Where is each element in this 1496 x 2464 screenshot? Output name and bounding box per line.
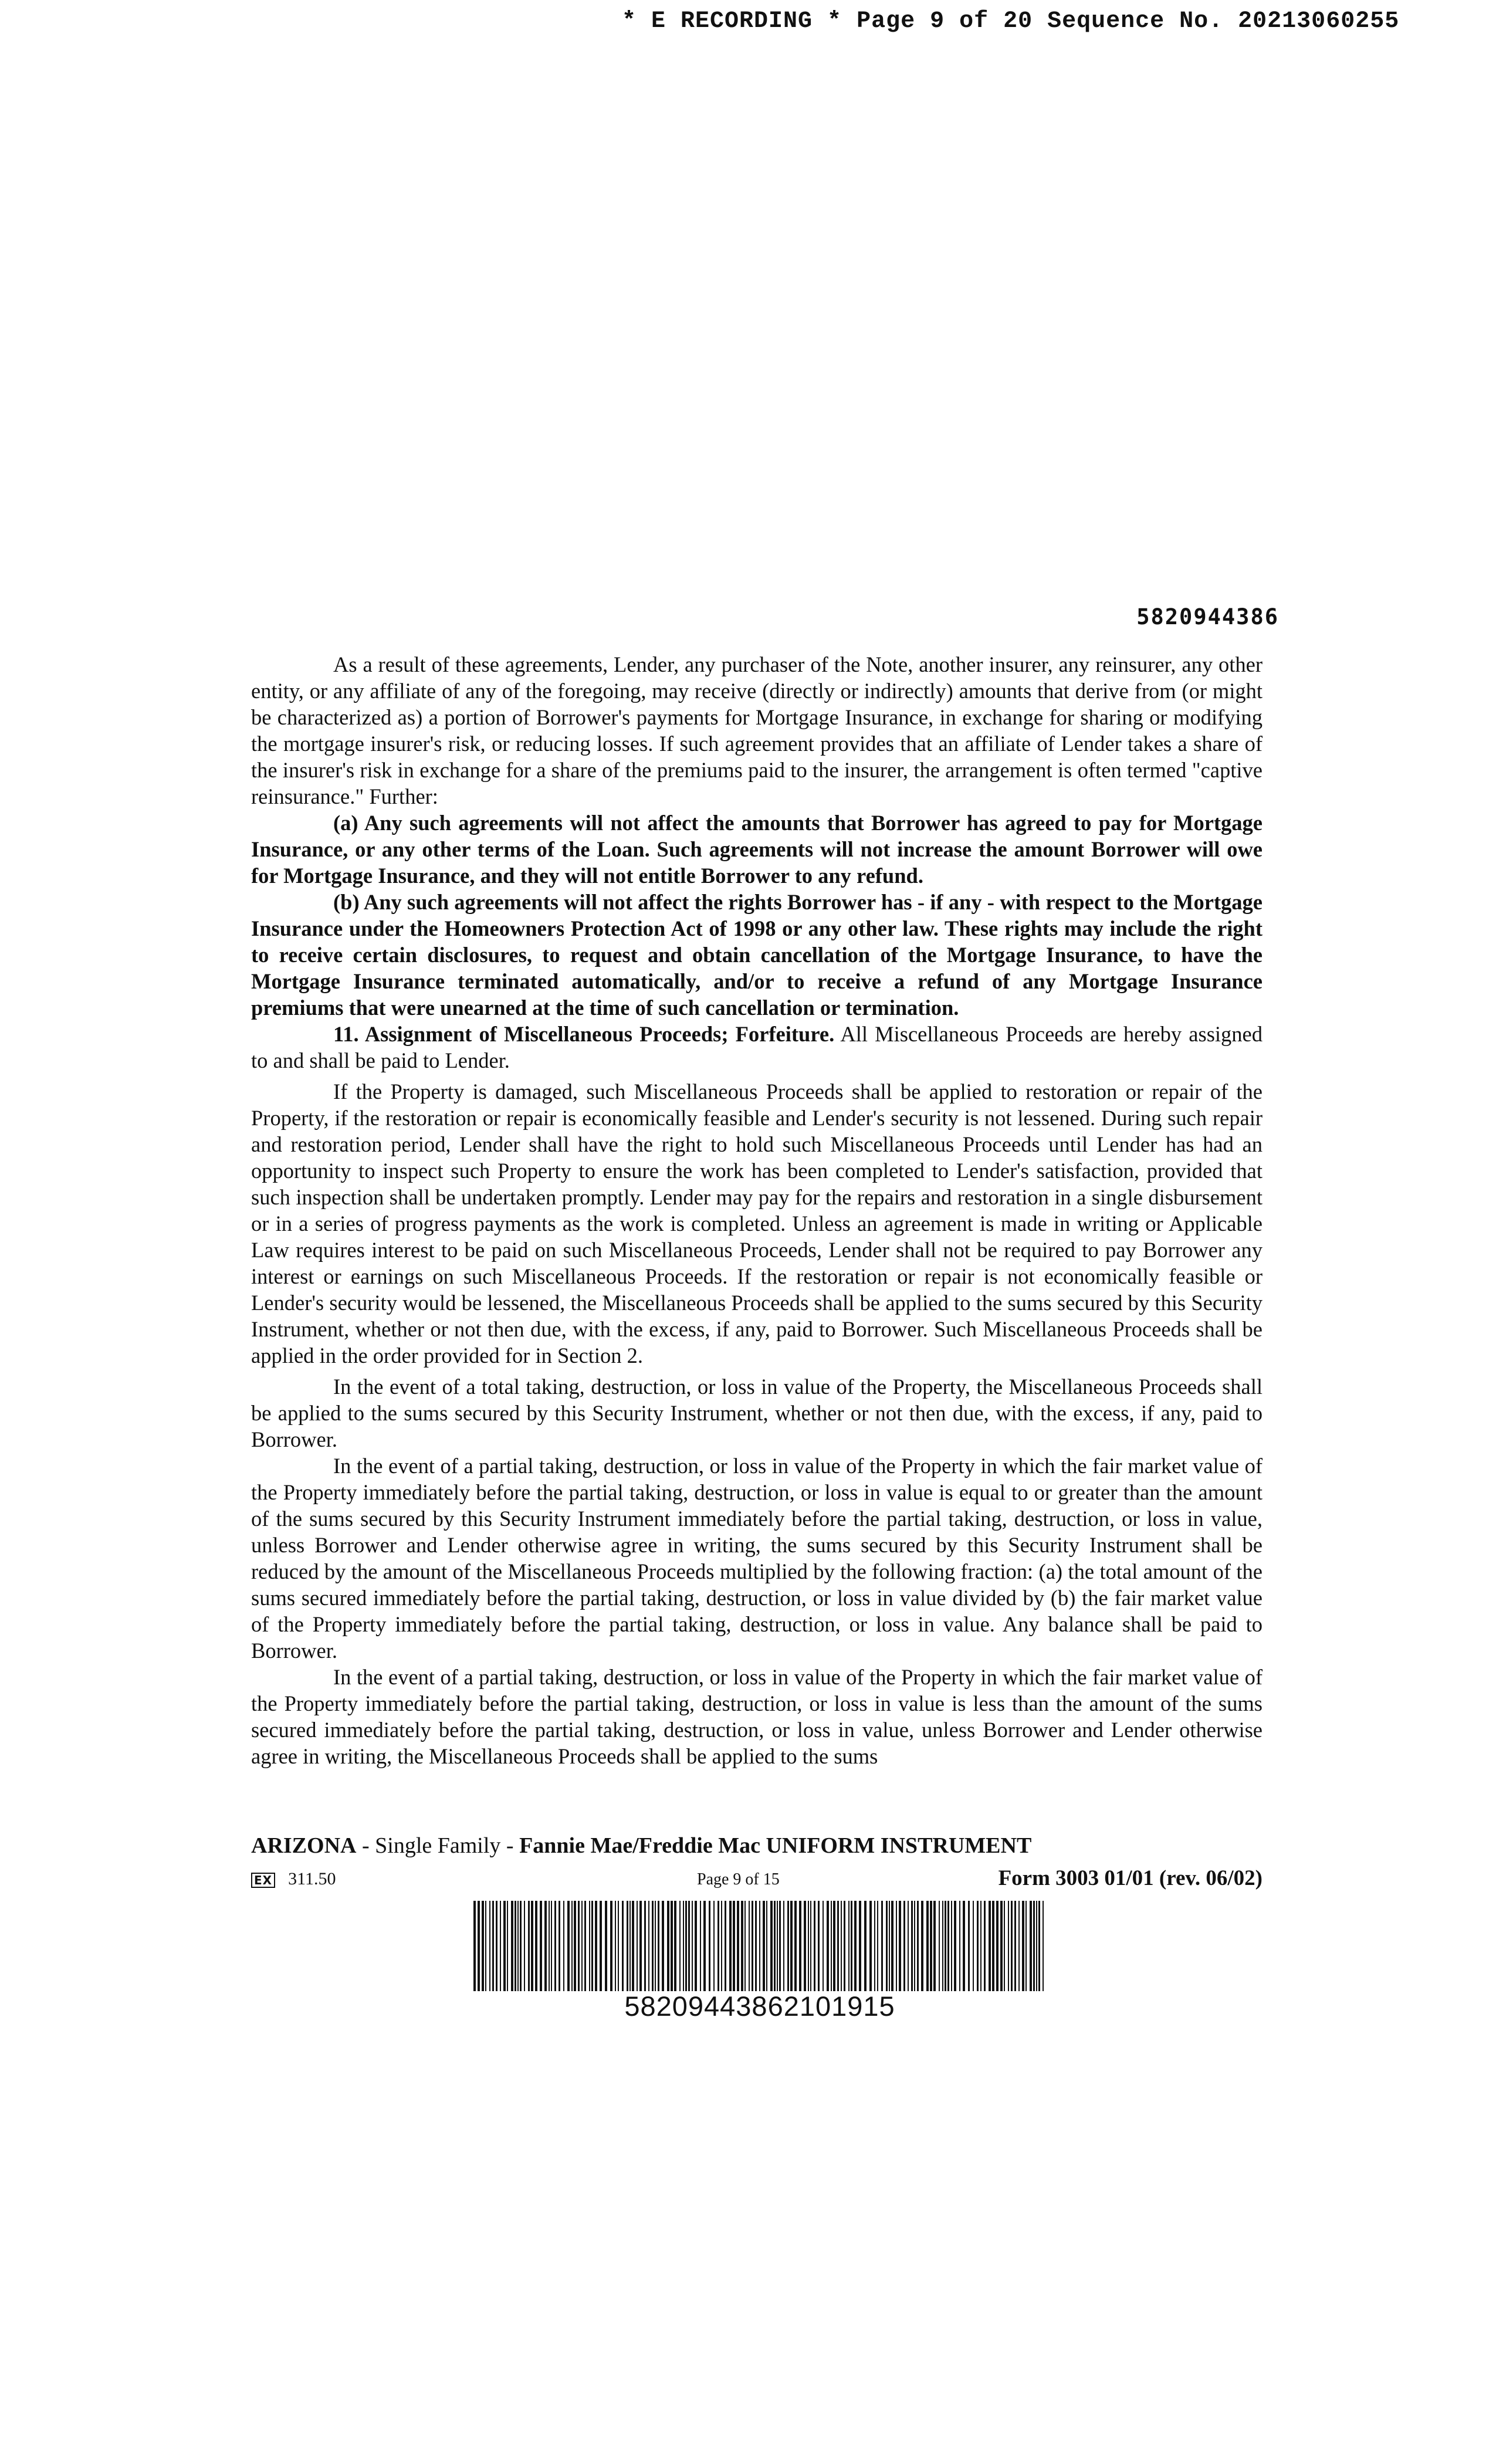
form-code: 311.50	[288, 1869, 336, 1888]
barcode-bar	[567, 1901, 570, 1991]
barcode-bar	[864, 1901, 867, 1991]
barcode-bar	[729, 1901, 732, 1991]
section-11-heading: 11. Assignment of Miscellaneous Proceeds; Forfeiture.	[333, 1022, 835, 1046]
barcode-bar	[992, 1901, 994, 1991]
paragraph-partial-taking-less: In the event of a partial taking, destruction, or loss in value of the Property in which the fair market value of the Property immediately before the partial taking, destruction, or loss in value is less than the amount of the sums secured immediately before the partial taking, destruction, or loss in value, unless Borrower and Lender otherwise agree in writing, the Miscellaneous Proceeds shall be applied to the sums	[251, 1665, 1263, 1768]
loan-number: 5820944386	[1136, 604, 1279, 629]
page-indicator: Page 9 of 15	[697, 1870, 780, 1888]
barcode-bar	[741, 1901, 743, 1991]
barcode-bar	[1036, 1901, 1037, 1991]
barcode-bar	[559, 1901, 560, 1991]
barcode-bar	[511, 1901, 513, 1991]
barcode-bar	[1033, 1901, 1035, 1991]
barcode-bar	[713, 1901, 715, 1991]
barcode-bar	[535, 1901, 537, 1991]
barcode-bar	[703, 1901, 706, 1991]
form-footer	[251, 1864, 1263, 1894]
barcode-bar	[1025, 1901, 1027, 1991]
barcode-bar	[770, 1901, 773, 1991]
barcode-bar	[482, 1901, 484, 1991]
barcode-bar	[790, 1901, 793, 1991]
barcode-bar	[1030, 1901, 1032, 1991]
barcode-bar	[841, 1901, 842, 1991]
barcode-bar	[591, 1901, 593, 1991]
barcode-bar	[939, 1901, 940, 1991]
barcode-bar	[889, 1901, 890, 1991]
paragraph-agreement-b: (b) Any such agreements will not affect the rights Borrower has - if any - with respect to the Mortgage Insurance under the Homeowners Protection Act of 1998 or any other law. These rights may include the right to receive certain disclosures, to request and obtain cancellation of the Mortgage Insurance, to have the Mortgage Insurance terminated automatically, and/or to receive a refund of any Mortgage Insurance premiums that were unearned at the time of such cancellation or termination.	[251, 890, 1263, 1020]
barcode-bar	[637, 1901, 638, 1991]
barcode-bar	[554, 1901, 556, 1991]
barcode-bar	[473, 1901, 476, 1991]
barcode-bar	[874, 1901, 875, 1991]
barcode-bar	[737, 1901, 739, 1991]
barcode-bar	[759, 1901, 760, 1991]
barcode-bar	[655, 1901, 656, 1991]
barcode-bar	[595, 1901, 597, 1991]
barcode-bar	[571, 1901, 573, 1991]
barcode-bar	[544, 1901, 547, 1991]
barcode-bar	[744, 1901, 746, 1991]
barcode-bar	[721, 1901, 722, 1991]
barcode-bar	[848, 1901, 849, 1991]
barcode-bar	[733, 1901, 735, 1991]
barcode-bar	[954, 1901, 956, 1991]
ex-logo-icon: EX	[251, 1873, 275, 1888]
barcode-bar	[503, 1901, 506, 1991]
barcode-bar	[589, 1901, 590, 1991]
barcode-bar	[709, 1901, 710, 1991]
barcode-bar	[600, 1901, 602, 1991]
barcode-bar	[777, 1901, 778, 1991]
barcode-bar	[500, 1901, 501, 1991]
paragraph-total-taking: In the event of a total taking, destruction, or loss in value of the Property, the Miscellaneous Proceeds shall be applied to the sums secured by this Security Instrument, whether or not then due, with the excess, if any, paid to Borrower.	[251, 1375, 1263, 1451]
barcode-bar	[679, 1901, 681, 1991]
barcode-bar	[517, 1901, 519, 1991]
barcode-bar	[700, 1901, 701, 1991]
form-title-instrument: Fannie Mae/Freddie Mac UNIFORM INSTRUMENT	[519, 1833, 1032, 1858]
barcode-bar	[1014, 1901, 1016, 1991]
barcode-bar	[823, 1901, 824, 1991]
barcode-bar	[632, 1901, 634, 1991]
barcode-bar	[854, 1901, 857, 1991]
barcode-bar	[859, 1901, 861, 1991]
barcode-bar	[844, 1901, 845, 1991]
barcode-bar	[1038, 1901, 1040, 1991]
barcode-bar	[1043, 1901, 1044, 1991]
barcode-bar	[752, 1901, 753, 1991]
barcode-bar	[652, 1901, 654, 1991]
barcode-bar	[622, 1901, 624, 1991]
barcode-bar	[914, 1901, 915, 1991]
barcode-bar	[528, 1901, 530, 1991]
barcode-bar	[515, 1901, 516, 1991]
paragraph-property-damaged: If the Property is damaged, such Miscellaneous Proceeds shall be applied to restoration or repair of the Property, if the restoration or repair is economically feasible and Lender's security is not lessened. During such repair and restoration period, Lender shall have the right to hold such Miscellaneous Proceeds until Lender has had an opportunity to inspect such Property to ensure the work has been completed to Lender's satisfaction, provided that such inspection shall be undertaken promptly. Lender may pay for the repairs and restoration in a single disbursement or in a series of progress payments as the work is completed. Unless an agreement is made in writing or Applicable Law requires interest to be paid on such Miscellaneous Proceeds, Lender shall not be required to pay Borrower any interest or earnings on such Miscellaneous Proceeds. If the restoration or repair is not economically feasible or Lender's security would be lessened, the Miscellaneous Proceeds shall be applied to the sums secured by this Security Instrument, whether or not then due, with the excess, if any, paid to Borrower. Such Miscellaneous Proceeds shall be applied in the order provided for in Section 2.	[251, 1079, 1263, 1368]
barcode-bar	[808, 1901, 809, 1991]
document-body	[251, 651, 1263, 1769]
barcode-bar	[549, 1901, 550, 1991]
barcode-bar	[671, 1901, 673, 1991]
barcode-bar	[1004, 1901, 1005, 1991]
barcode-bar	[984, 1901, 986, 1991]
barcode-bar	[648, 1901, 649, 1991]
barcode-bar	[629, 1901, 631, 1991]
barcode-bar	[695, 1901, 697, 1991]
barcode-bar	[899, 1901, 901, 1991]
barcode-bar	[951, 1901, 952, 1991]
barcode-icon	[472, 1901, 1047, 1991]
barcode-bar	[1022, 1901, 1024, 1991]
barcode-bar	[903, 1901, 905, 1991]
barcode-bar	[794, 1901, 797, 1991]
barcode-bar	[774, 1901, 776, 1991]
barcode-bar	[717, 1901, 719, 1991]
barcode-bar	[942, 1901, 943, 1991]
barcode-bar	[930, 1901, 932, 1991]
barcode-bar	[615, 1901, 616, 1991]
barcode-bar	[662, 1901, 664, 1991]
form-state: ARIZONA	[251, 1833, 357, 1858]
barcode-bar	[959, 1901, 960, 1991]
barcode-bar	[933, 1901, 936, 1991]
paragraph-section-11	[251, 1021, 1263, 1074]
section-11-text: All Miscellaneous Proceeds are hereby assigned to and shall be paid to Lender.	[251, 1022, 1263, 1072]
barcode-bar	[485, 1901, 486, 1991]
barcode-bar	[563, 1901, 564, 1991]
barcode-bar	[926, 1901, 929, 1991]
barcode-bar	[833, 1901, 835, 1991]
barcode-bar	[1011, 1901, 1013, 1991]
barcode-bar	[877, 1901, 878, 1991]
barcode-bar	[725, 1901, 726, 1991]
barcode-bar	[496, 1901, 497, 1991]
form-title-separator: - Single Family -	[356, 1833, 520, 1858]
barcode-bar	[749, 1901, 750, 1991]
barcode-bar	[891, 1901, 893, 1991]
barcode-bar	[692, 1901, 693, 1991]
barcode-bar	[896, 1901, 897, 1991]
barcode-bar	[639, 1901, 642, 1991]
barcode-bar	[667, 1901, 669, 1991]
recording-header: * E RECORDING * Page 9 of 20 Sequence No. 20213060255	[622, 8, 1400, 35]
barcode-bar	[977, 1901, 979, 1991]
barcode-bar	[783, 1901, 784, 1991]
barcode-bar	[492, 1901, 494, 1991]
barcode-bar	[831, 1901, 832, 1991]
barcode-bar	[968, 1901, 970, 1991]
paragraph-agreement-a: (a) Any such agreements will not affect the amounts that Borrower has agreed to pay for Mortgage Insurance, or any other terms of the Loan. Such agreements will not increase the amount Borrower will owe for Mortgage Insurance, and they will not entitle Borrower to any refund.	[251, 811, 1263, 888]
barcode-bar	[581, 1901, 583, 1991]
barcode-bar	[584, 1901, 586, 1991]
barcode-bar	[881, 1901, 883, 1991]
form-title	[251, 1833, 1248, 1859]
barcode-bar	[531, 1901, 533, 1991]
barcode-bar	[688, 1901, 690, 1991]
barcode-bar	[685, 1901, 687, 1991]
barcode-bar	[605, 1901, 607, 1991]
barcode-bar	[1008, 1901, 1009, 1991]
barcode-bar	[551, 1901, 552, 1991]
barcode-bar	[763, 1901, 765, 1991]
barcode-bar	[755, 1901, 757, 1991]
barcode-bar	[851, 1901, 852, 1991]
barcode-bar	[799, 1901, 801, 1991]
barcode-bar	[810, 1901, 811, 1991]
barcode-bar	[766, 1901, 767, 1991]
barcode-bar	[917, 1901, 919, 1991]
barcode-bar	[908, 1901, 909, 1991]
barcode-bar	[996, 1901, 999, 1991]
barcode-bar	[980, 1901, 981, 1991]
barcode-bar	[644, 1901, 646, 1991]
form-code-block	[251, 1869, 336, 1889]
barcode-bar	[921, 1901, 923, 1991]
barcode-bar	[963, 1901, 965, 1991]
barcode-bar	[627, 1901, 628, 1991]
barcode-bar	[520, 1901, 522, 1991]
barcode-bar	[507, 1901, 508, 1991]
barcode-bar	[610, 1901, 612, 1991]
barcode-bar	[674, 1901, 676, 1991]
barcode-bar	[947, 1901, 949, 1991]
barcode-bar	[837, 1901, 839, 1991]
barcode-bar	[779, 1901, 781, 1991]
paragraph-captive-reinsurance: As a result of these agreements, Lender, any purchaser of the Note, another insurer, any reinsurer, any other entity, or any affiliate of any of the foregoing, may receive (directly or indirectly) amounts that derive from (or might be characterized as) a portion of Borrower's payments for Mortgage Insurance, in exchange for sharing or modifying the mortgage insurer's risk, or reducing losses. If such agreement provides that an affiliate of Lender takes a share of the insurer's risk in exchange for a share of the premiums paid to the insurer, the arrangement is often termed "captive reinsurance." Further:	[251, 652, 1263, 808]
barcode-bar	[618, 1901, 619, 1991]
barcode-bar	[989, 1901, 991, 1991]
barcode-bar	[658, 1901, 659, 1991]
barcode-bar	[578, 1901, 580, 1991]
barcode-bar	[1018, 1901, 1020, 1991]
barcode-bar	[827, 1901, 829, 1991]
barcode-bar	[524, 1901, 525, 1991]
barcode-bar	[489, 1901, 490, 1991]
barcode-bar	[478, 1901, 480, 1991]
form-number: Form 3003 01/01 (rev. 06/02)	[998, 1866, 1263, 1890]
barcode-bar	[869, 1901, 872, 1991]
barcode-bar	[787, 1901, 789, 1991]
barcode-bar	[814, 1901, 815, 1991]
barcode-bar	[973, 1901, 974, 1991]
barcode-number: 58209443862101915	[624, 1991, 895, 2022]
barcode-bar	[540, 1901, 542, 1991]
barcode-bar	[818, 1901, 820, 1991]
paragraph-partial-taking-greater: In the event of a partial taking, destruction, or loss in value of the Property in which the fair market value of the Property immediately before the partial taking, destruction, or loss in value is equal to or greater than the amount of the sums secured by this Security Instrument immediately before the partial taking, destruction, or loss in value, unless Borrower and Lender otherwise agree in writing, the sums secured by this Security Instrument shall be reduced by the amount of the Miscellaneous Proceeds multiplied by the following fraction: (a) the total amount of the sums secured immediately before the partial taking, destruction, or loss in value divided by (b) the fair market value of the Property immediately before the partial taking, destruction, or loss in value. Any balance shall be paid to Borrower.	[251, 1454, 1263, 1663]
barcode-bar	[945, 1901, 946, 1991]
barcode-bar	[804, 1901, 806, 1991]
barcode-bar	[683, 1901, 684, 1991]
barcode-bar	[911, 1901, 913, 1991]
barcode-bar	[886, 1901, 888, 1991]
barcode-bar	[1000, 1901, 1003, 1991]
barcode-bar	[574, 1901, 576, 1991]
